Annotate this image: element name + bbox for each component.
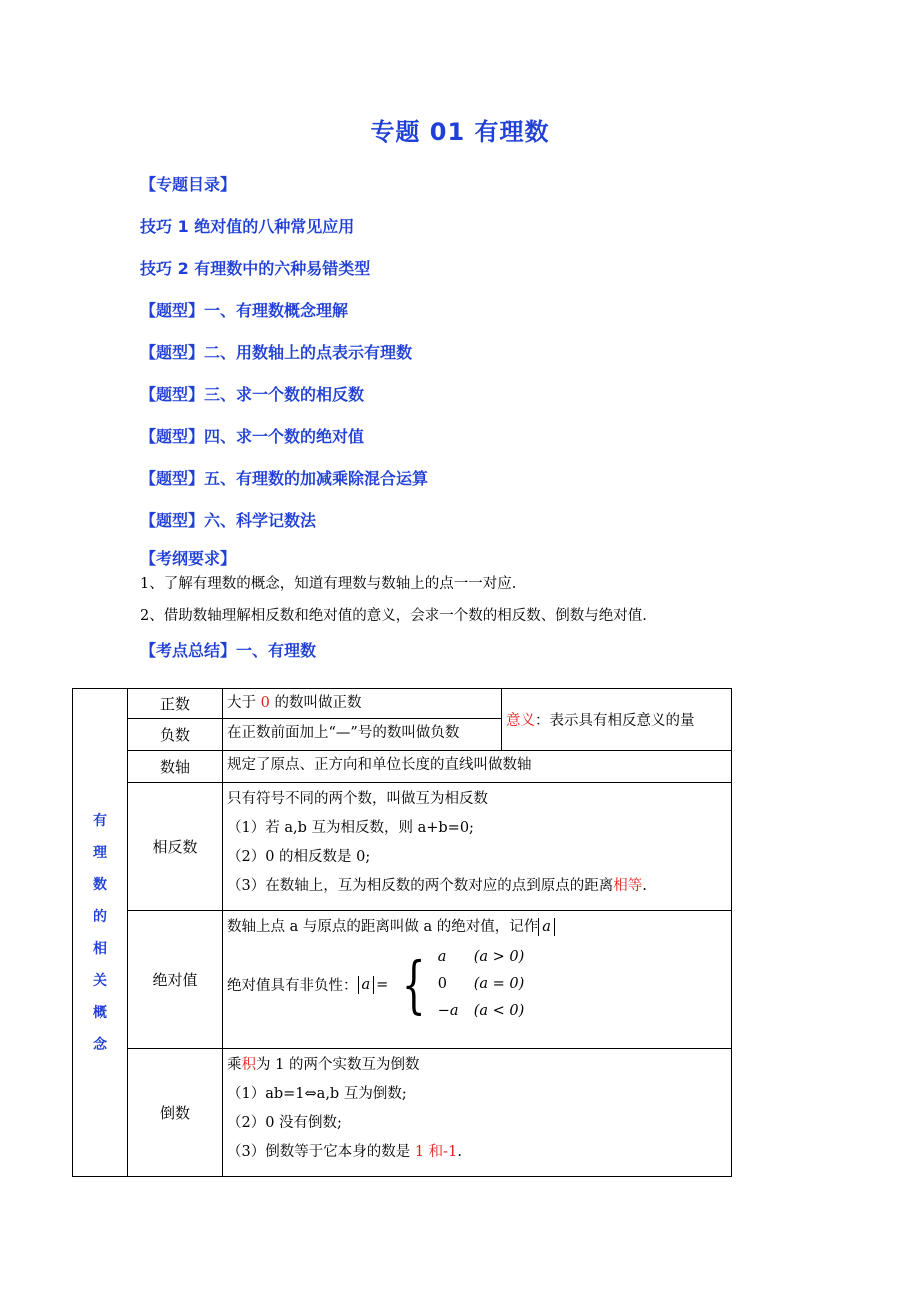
toc-type-6[interactable]: 【题型】六、科学记数法 xyxy=(140,511,317,530)
positive-desc: 大于 0 的数叫做正数 xyxy=(223,689,502,719)
page-title: 专题 01 有理数 xyxy=(370,118,550,146)
toc-tip-1[interactable]: 技巧 1 绝对值的八种常见应用 xyxy=(140,217,355,236)
meaning-cell: 意义：表示具有相反意义的量 xyxy=(502,689,732,751)
toc-type-4[interactable]: 【题型】四、求一个数的绝对值 xyxy=(140,427,365,446)
toc-type-5[interactable]: 【题型】五、有理数的加减乘除混合运算 xyxy=(140,469,429,488)
reciprocal-desc: 乘积为 1 的两个实数互为倒数 （1）ab=1⇔a,b 互为倒数; （2）0 没有倒数; （3）倒数等于它本身的数是 1 和-1. xyxy=(223,1049,732,1177)
opposite-desc: 只有符号不同的两个数，叫做互为相反数 （1）若 a,b 互为相反数，则 a+b=0; （2）0 的相反数是 0; （3）在数轴上，互为相反数的两个数对应的点到原点的距离相等. xyxy=(223,783,732,911)
term-positive: 正数 xyxy=(128,689,223,719)
requirements-heading: 【考纲要求】 xyxy=(140,549,237,568)
concept-table xyxy=(72,688,732,1177)
brace-icon: { xyxy=(402,947,426,1021)
term-absolute: 绝对值 xyxy=(128,911,223,1049)
absolute-desc: 数轴上点 a 与原点的距离叫做 a 的绝对值，记作 a 绝对值具有非负性： a = { a (a > 0) 0 (a = 0) −a (a < 0) xyxy=(223,911,732,1049)
axis-desc: 规定了原点、正方向和单位长度的直线叫做数轴 xyxy=(223,751,732,783)
toc-type-3[interactable]: 【题型】三、求一个数的相反数 xyxy=(140,385,365,404)
side-label: 有 理 数 的 相 关 概 念 xyxy=(73,689,128,1177)
requirement-1: 1、了解有理数的概念，知道有理数与数轴上的点一一对应. xyxy=(140,576,517,592)
toc-type-1[interactable]: 【题型】一、有理数概念理解 xyxy=(140,301,349,320)
requirement-2: 2、借助数轴理解相反数和绝对值的意义，会求一个数的相反数、倒数与绝对值. xyxy=(140,608,647,624)
toc-type-2[interactable]: 【题型】二、用数轴上的点表示有理数 xyxy=(140,343,413,362)
term-opposite: 相反数 xyxy=(128,783,223,911)
toc-heading: 【专题目录】 xyxy=(140,175,237,194)
term-negative: 负数 xyxy=(128,719,223,751)
negative-desc: 在正数前面加上“—”号的数叫做负数 xyxy=(223,719,502,751)
term-reciprocal: 倒数 xyxy=(128,1049,223,1177)
summary-heading: 【考点总结】一、有理数 xyxy=(140,641,317,660)
term-axis: 数轴 xyxy=(128,751,223,783)
piecewise-cases: a (a > 0) 0 (a = 0) −a (a < 0) xyxy=(437,949,525,1019)
toc-tip-2[interactable]: 技巧 2 有理数中的六种易错类型 xyxy=(140,259,371,278)
